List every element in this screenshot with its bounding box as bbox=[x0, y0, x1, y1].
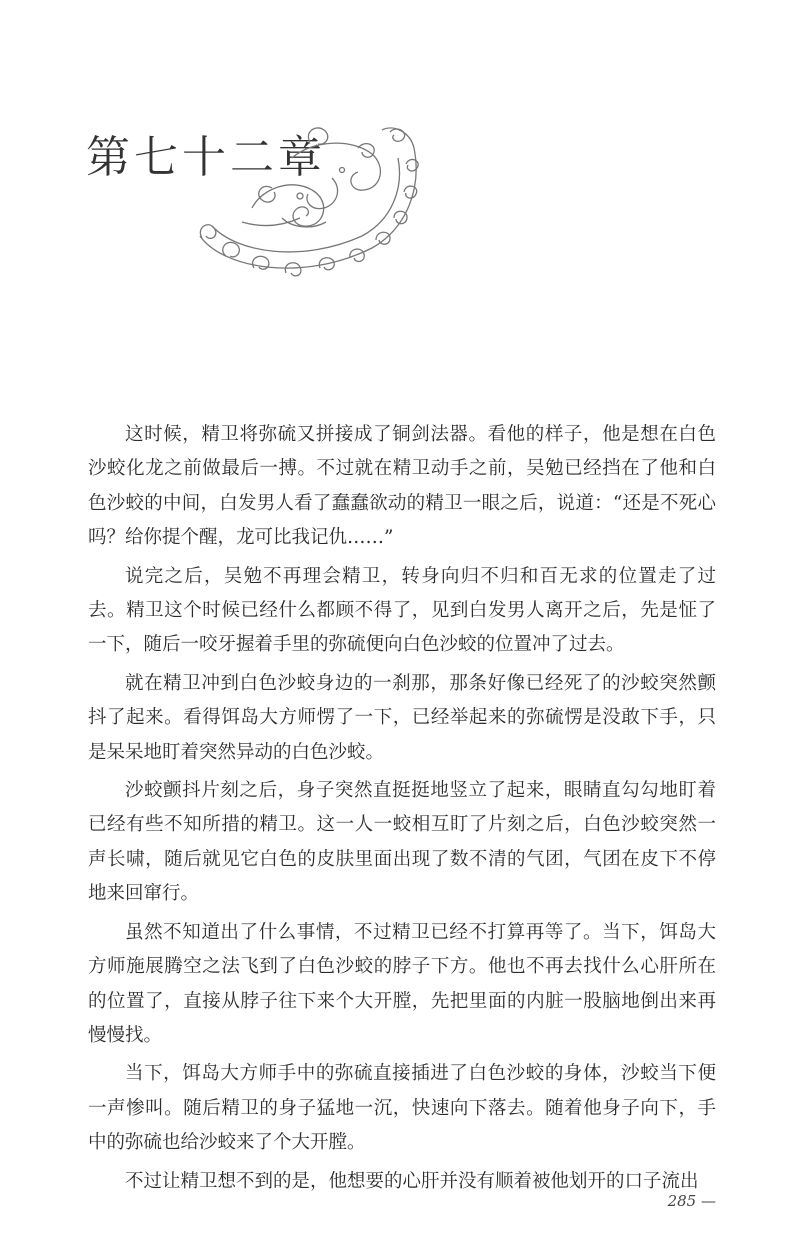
paragraph: 就在精卫冲到白色沙蛟身边的一刹那，那条好像已经死了的沙蛟突然颤抖了起来。看得饵岛大方师愣了一下，已经举起来的弥硫愣是没敢下手，只是呆呆地盯着突然异动的白色沙蛟。 bbox=[88, 672, 716, 763]
chapter-header bbox=[84, 118, 424, 298]
paragraph: 当下，饵岛大方师手中的弥硫直接插进了白色沙蛟的身体，沙蛟当下便一声惨叫。随后精卫的身子猛地一沉，快速向下落去。随着他身子向下，手中的弥硫也给沙蛟来了个大开膛。 bbox=[88, 1063, 716, 1154]
page-number: 285 — bbox=[667, 1192, 716, 1210]
cloud-ornament-icon bbox=[182, 118, 426, 288]
paragraph: 沙蛟颤抖片刻之后，身子突然直挺挺地竖立了起来，眼睛直勾勾地盯着已经有些不知所措的精卫。这一人一蛟相互盯了片刻之后，白色沙蛟突然一声长啸，随后就见它白色的皮肤里面出现了数不清的气团，气团在皮下不停地来回窜行。 bbox=[88, 780, 716, 905]
body-text bbox=[88, 418, 716, 1203]
paragraph: 不过让精卫想不到的是，他想要的心肝并没有顺着被他划开的口子流出 bbox=[125, 1170, 699, 1192]
paragraph: 说完之后，吴勉不再理会精卫，转身向归不归和百无求的位置走了过去。精卫这个时候已经什么都顾不得了，见到白发男人离开之后，先是怔了一下，随后一咬牙握着手里的弥硫便向白色沙蛟的位置冲了过去。 bbox=[88, 565, 716, 656]
paragraph: 虽然不知道出了什么事情，不过精卫已经不打算再等了。当下，饵岛大方师施展腾空之法飞到了白色沙蛟的脖子下方。他也不再去找什么心肝所在的位置了，直接从脖子往下来个大开膛，先把里面的内脏一股脑地倒出来再慢慢找。 bbox=[88, 921, 716, 1046]
paragraph: 这时候，精卫将弥硫又拼接成了铜剑法器。看他的样子，他是想在白色沙蛟化龙之前做最后一搏。不过就在精卫动手之前，吴勉已经挡在了他和白色沙蛟的中间，白发男人看了蠢蠢欲动的精卫一眼之后，说道：“还是不死心吗？给你提个醒，龙可比我记仇……” bbox=[88, 424, 716, 549]
chapter-title: 第七十二章 bbox=[86, 132, 326, 183]
